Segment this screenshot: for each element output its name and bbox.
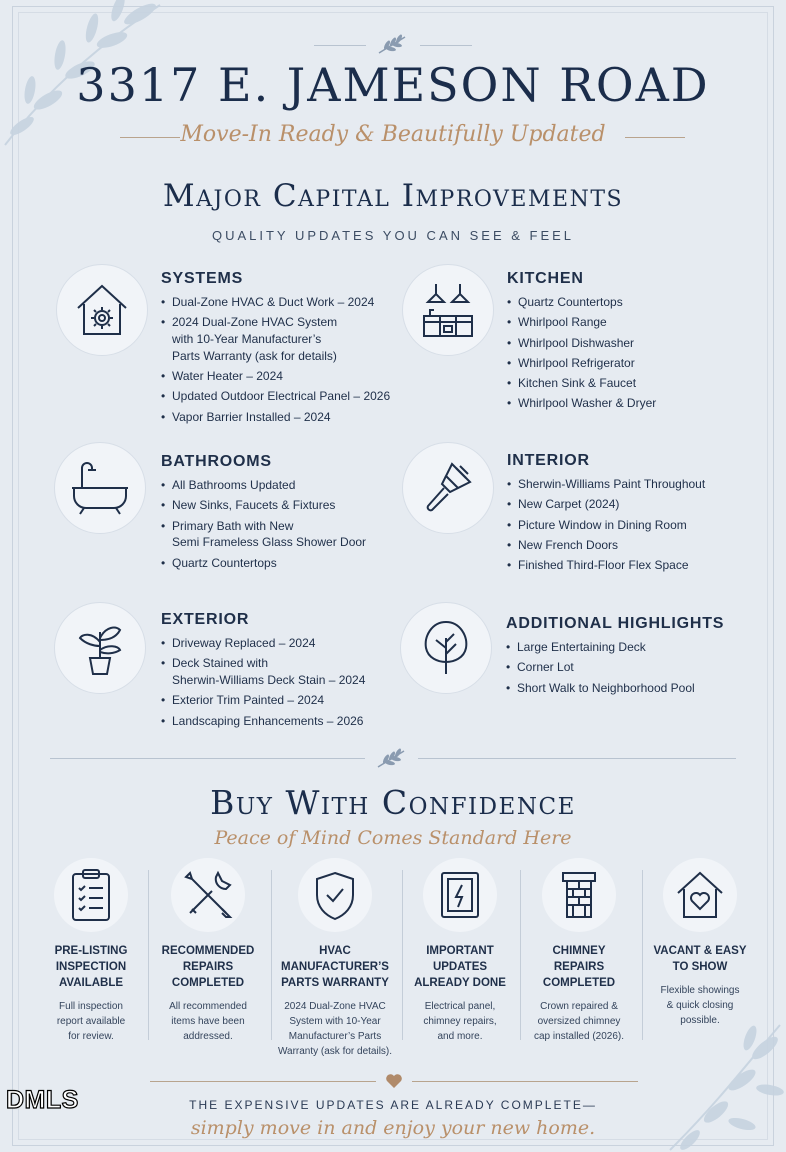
section-heading: Major Capital Improvements (162, 178, 624, 214)
feature-description: 2024 Dual-Zone HVAC System with 10-Year Manufacturer’s Parts Warranty (ask for details). (277, 1001, 393, 1057)
confidence-heading: Buy With Confidence (210, 783, 576, 822)
list-item: • 2024 Dual-Zone HVAC System with 10-Year Manufacturer’s Parts Warranty (ask for details) (161, 314, 401, 364)
feature-title: PRE-LISTING INSPECTION AVAILABLE (54, 945, 128, 989)
tree-icon (416, 618, 476, 678)
heart-icon (385, 1073, 403, 1089)
feature-title: HVAC MANUFACTURER’S PARTS WARRANTY (281, 945, 389, 989)
list-item: • Whirlpool Washer & Dryer (507, 395, 747, 412)
feature-description: All recommended items have been addressed. (169, 1001, 247, 1042)
feature-column (146, 858, 270, 1044)
feature-column (398, 858, 522, 1044)
feature-title: VACANT & EASY TO SHOW (653, 945, 747, 973)
list-item: • Sherwin-Williams Paint Throughout (507, 476, 747, 493)
list-item: • Whirlpool Dishwasher (507, 335, 747, 352)
list-item: • Whirlpool Refrigerator (507, 355, 747, 372)
feature-title: CHIMNEY REPAIRS COMPLETED (542, 945, 616, 989)
list-item: • Exterior Trim Painted – 2024 (161, 692, 401, 709)
top-divider-left (314, 45, 366, 46)
feature-title: IMPORTANT UPDATES ALREADY DONE (414, 945, 506, 989)
highlights-icon-circle (400, 602, 492, 694)
list-item: • Quartz Countertops (507, 294, 747, 311)
list-item: • Kitchen Sink & Faucet (507, 375, 747, 392)
clipboard-checklist-icon (67, 868, 115, 922)
footer-rule-right (412, 1081, 638, 1082)
list-item: • Updated Outdoor Electrical Panel – 2026 (161, 388, 401, 405)
exterior-section (161, 611, 401, 733)
footer-statement: THE EXPENSIVE UPDATES ARE ALREADY COMPLETE— (189, 1098, 597, 1112)
feature-description: Full inspection report available for review. (56, 1001, 126, 1042)
tagline: Move-In Ready & Beautifully Updated (180, 122, 606, 147)
list-item: • Large Entertaining Deck (506, 639, 756, 656)
list-item: • New Sinks, Faucets & Fixtures (161, 497, 401, 514)
interior-icon-circle (402, 442, 494, 534)
potted-plant-icon (70, 618, 130, 678)
list-item: • Finished Third-Floor Flex Space (507, 557, 747, 574)
bathtub-icon (68, 458, 132, 518)
list-item: • Water Heater – 2024 (161, 368, 401, 385)
list-item: • Picture Window in Dining Room (507, 517, 747, 534)
footer-script: simply move in and enjoy your new home. (190, 1117, 596, 1139)
list-item: • Short Walk to Neighborhood Pool (506, 680, 756, 697)
list-item: • Vapor Barrier Installed – 2024 (161, 409, 401, 426)
chimney-icon (555, 869, 603, 921)
list-item: • Corner Lot (506, 659, 756, 676)
page-title: 3317 E. JAMESON ROAD (76, 58, 710, 112)
list-item: • New Carpet (2024) (507, 496, 747, 513)
list-item: • Deck Stained with Sherwin-Williams Deck Stain – 2024 (161, 655, 401, 689)
confidence-tagline: Peace of Mind Comes Standard Here (214, 827, 572, 849)
footer-rule-left (150, 1081, 376, 1082)
dmls-watermark: DMLS (6, 1086, 79, 1114)
systems-icon-circle (56, 264, 148, 356)
exterior-icon-circle (54, 602, 146, 694)
list-item: • Whirlpool Range (507, 314, 747, 331)
list-item: • All Bathrooms Updated (161, 477, 401, 494)
kitchen-icon (418, 280, 478, 340)
list-item: • Driveway Replaced – 2024 (161, 635, 401, 652)
electrical-panel-icon (436, 869, 484, 921)
bathrooms-icon-circle (54, 442, 146, 534)
middle-divider-left (50, 758, 365, 759)
bathrooms-section (161, 453, 401, 575)
interior-section (507, 452, 747, 577)
systems-section (161, 270, 401, 429)
list-item: • Quartz Countertops (161, 555, 401, 572)
list-item: • Landscaping Enhancements – 2026 (161, 713, 401, 730)
sprig-icon (377, 33, 409, 55)
list-item: • Dual-Zone HVAC & Duct Work – 2024 (161, 294, 401, 311)
kitchen-section (507, 270, 747, 416)
section-subtitle: QUALITY UPDATES YOU CAN SEE & FEEL (211, 228, 575, 243)
paintbrush-icon (418, 458, 478, 518)
systems-title: SYSTEMS (161, 270, 244, 287)
highlights-title: ADDITIONAL HIGHLIGHTS (506, 615, 725, 632)
kitchen-icon-circle (402, 264, 494, 356)
house-heart-icon (674, 869, 726, 921)
top-divider-right (420, 45, 472, 46)
middle-divider-right (418, 758, 736, 759)
feature-description: Crown repaired & oversized chimney cap installed (2026). (533, 1001, 625, 1042)
feature-column (273, 858, 397, 1059)
column-separator (271, 870, 272, 1040)
feature-column (638, 858, 762, 1028)
sprig-icon (375, 747, 409, 769)
feature-title: RECOMMENDED REPAIRS COMPLETED (161, 945, 255, 989)
shield-check-icon (311, 869, 359, 921)
interior-title: INTERIOR (507, 452, 590, 469)
tools-icon (182, 869, 234, 921)
list-item: • Primary Bath with New Semi Frameless Glass Shower Door (161, 518, 401, 552)
list-item: • New French Doors (507, 537, 747, 554)
feature-column (29, 858, 153, 1044)
highlights-section (506, 615, 756, 700)
house-gear-icon (72, 280, 132, 340)
kitchen-title: KITCHEN (507, 270, 584, 287)
bathrooms-title: BATHROOMS (161, 453, 272, 470)
feature-description: Flexible showings & quick closing possible. (660, 985, 740, 1026)
exterior-title: EXTERIOR (161, 611, 250, 628)
feature-description: Electrical panel, chimney repairs, and more. (423, 1001, 497, 1042)
feature-column (517, 858, 641, 1044)
